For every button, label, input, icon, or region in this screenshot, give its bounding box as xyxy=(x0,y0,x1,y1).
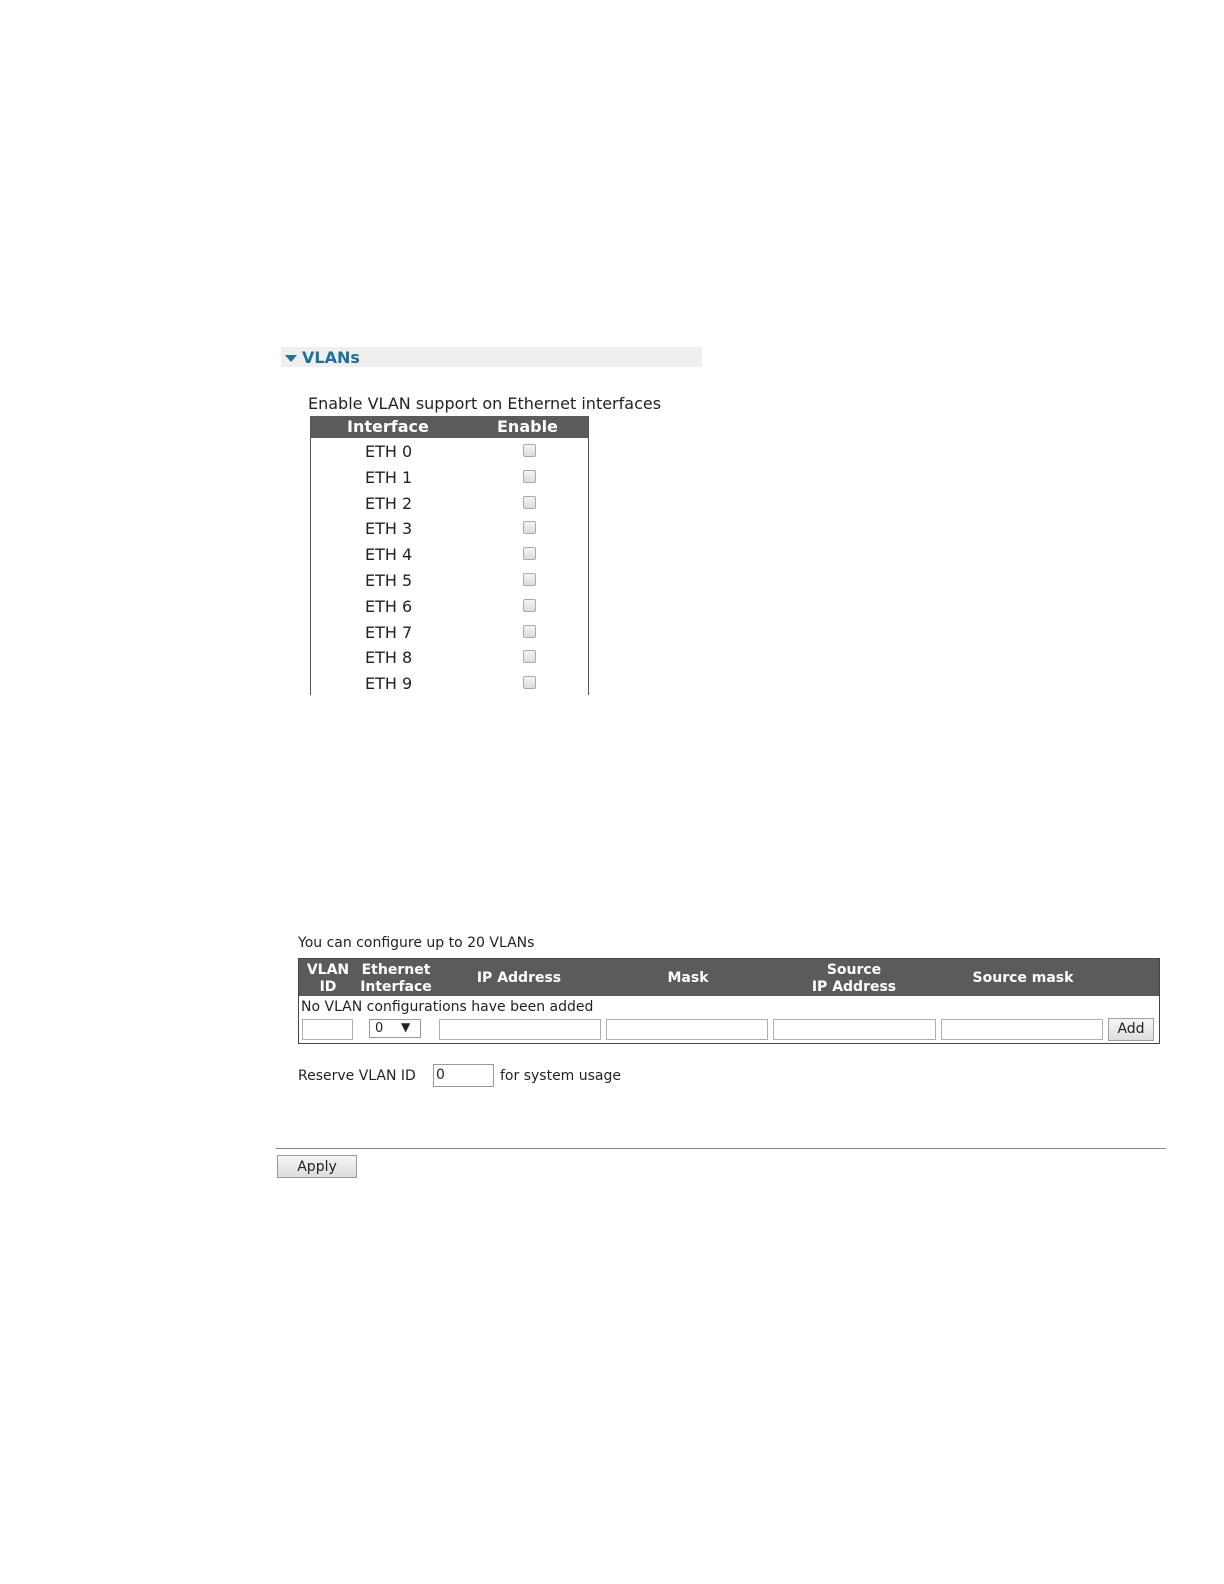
select-value: 0 xyxy=(375,1021,384,1036)
add-button[interactable]: Add xyxy=(1108,1018,1154,1041)
interface-label: ETH 4 xyxy=(365,545,413,565)
apply-button[interactable]: Apply xyxy=(277,1155,357,1178)
header-enable: Enable xyxy=(497,417,558,436)
vlan-limit-note: You can configure up to 20 VLANs xyxy=(298,935,535,951)
vlan-id-input[interactable] xyxy=(302,1019,353,1040)
table-row xyxy=(311,644,588,670)
table-row xyxy=(311,541,588,567)
table-row xyxy=(311,464,588,490)
enable-checkbox[interactable] xyxy=(523,676,536,689)
interface-label: ETH 0 xyxy=(365,442,413,461)
interface-label: ETH 6 xyxy=(365,596,413,616)
vlans-section-header[interactable] xyxy=(281,347,702,367)
enable-checkbox[interactable] xyxy=(523,650,536,663)
enable-checkbox[interactable] xyxy=(523,496,536,509)
interface-label: ETH 5 xyxy=(365,570,413,590)
source-mask-input[interactable] xyxy=(941,1019,1103,1040)
table-row xyxy=(311,490,588,516)
source-ip-input[interactable] xyxy=(773,1019,936,1040)
empty-table-message: No VLAN configurations have been added xyxy=(301,999,594,1015)
header-interface: Interface xyxy=(347,417,429,436)
header-mask: Mask xyxy=(667,970,709,986)
interface-label: ETH 2 xyxy=(365,493,413,513)
header-source-mask: Source mask xyxy=(972,970,1074,986)
interface-label: ETH 1 xyxy=(365,467,413,487)
table-header xyxy=(311,416,588,438)
table-row xyxy=(311,593,588,619)
table-row xyxy=(311,670,588,695)
table-row xyxy=(311,567,588,593)
enable-checkbox[interactable] xyxy=(523,521,536,534)
table-row xyxy=(311,438,588,464)
dropdown-arrow-icon: ▼ xyxy=(401,1020,411,1034)
table-row xyxy=(311,515,588,541)
reserve-vlan-id-input[interactable]: 0 xyxy=(433,1064,494,1087)
vlan-config-table xyxy=(298,958,1160,1044)
table-header xyxy=(299,959,1159,996)
collapse-arrow-icon[interactable] xyxy=(285,355,297,362)
ip-address-input[interactable] xyxy=(439,1019,601,1040)
enable-checkbox[interactable] xyxy=(523,470,536,483)
interface-label: ETH 7 xyxy=(365,622,413,642)
ethernet-interface-select[interactable] xyxy=(369,1019,421,1038)
table-row xyxy=(311,619,588,645)
enable-checkbox[interactable] xyxy=(523,599,536,612)
reserve-suffix: for system usage xyxy=(500,1068,622,1084)
enable-checkbox[interactable] xyxy=(523,444,536,457)
interface-label: ETH 8 xyxy=(365,648,413,668)
section-title: VLANs xyxy=(302,348,360,367)
mask-input[interactable] xyxy=(606,1019,768,1040)
interface-label: ETH 3 xyxy=(365,519,413,539)
header-ethernet-interface: Ethernet Interface xyxy=(360,962,432,995)
enable-vlan-intro: Enable VLAN support on Ethernet interfaces xyxy=(308,394,662,413)
header-source-ip: Source IP Address xyxy=(811,962,897,995)
header-ip-address: IP Address xyxy=(476,970,562,986)
enable-checkbox[interactable] xyxy=(523,547,536,560)
divider xyxy=(276,1148,1166,1149)
interface-enable-table xyxy=(310,416,589,695)
reserve-label: Reserve VLAN ID xyxy=(298,1068,416,1084)
enable-checkbox[interactable] xyxy=(523,625,536,638)
interface-label: ETH 9 xyxy=(365,674,413,694)
header-vlan-id: VLAN ID xyxy=(306,962,350,995)
enable-checkbox[interactable] xyxy=(523,573,536,586)
